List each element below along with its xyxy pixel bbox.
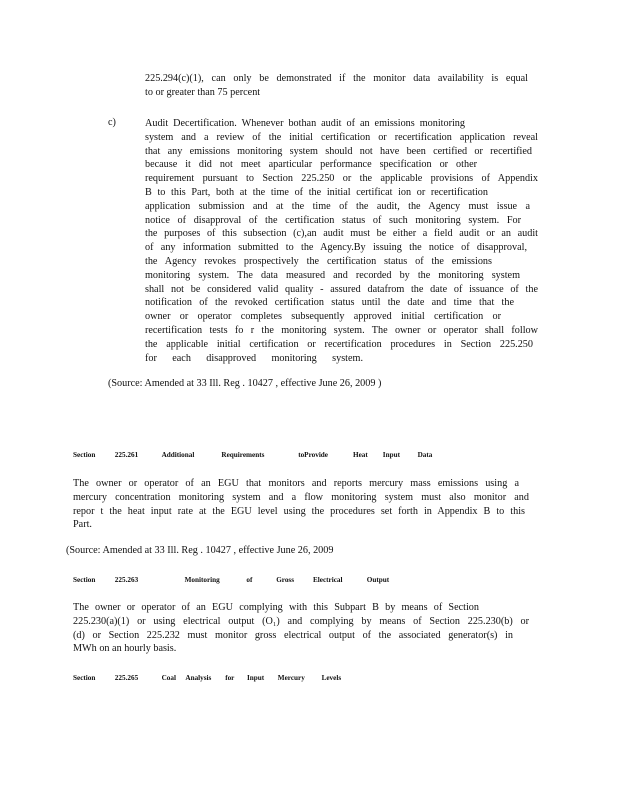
text-line: Audit Decertification. Whenever bothan audit of an emissions monitoring (145, 118, 465, 129)
source-note: (Source: Amended at 33 Ill. Reg . 10427 , effective June 26, 2009 (66, 545, 334, 556)
text-line: the purposes of this subsection (c),an audit must be either a field audit or an audit (145, 228, 538, 240)
text-line: 225.294(c)(1), can only be demonstrated if the monitor data availability is equal (145, 73, 528, 84)
text-line: the applicable initial certification or recertification procedures in Section 225.250 (145, 338, 533, 350)
item-c-paragraph (145, 117, 538, 365)
text-line: application submission and at the time of the audit, the Agency must issue a (145, 200, 530, 212)
text-line: (d) or Section 225.232 must monitor gross electrical output of the associated generator(s) in (73, 629, 513, 641)
text-line: mercury concentration monitoring system and a flow monitoring system must also monitor and (73, 491, 529, 503)
section-261-paragraph (73, 477, 529, 532)
text-line: because it did not meet aparticular performance specification or other (145, 159, 477, 171)
text-line: system and a review of the initial certification or recertification application reveal (145, 131, 538, 143)
text-line: The owner or operator of an EGU complying with this Subpart B by means of Section (73, 602, 479, 613)
text-line: repor t the heat input rate at the EGU level using the procedures set forth in Appendix B to this (73, 505, 525, 517)
item-c-label: c) (108, 117, 116, 128)
text-line: the Agency revokes prospectively the certification status of the emissions (145, 255, 492, 267)
text-line: MWh on an hourly basis. (73, 643, 177, 655)
text-line: recertification tests fo r the monitoring system. The owner or operator shall follow (145, 324, 538, 336)
section-heading-261: Section 225.261 Additional Requirements toProvide Heat Input Data (73, 451, 433, 459)
text-line: The owner or operator of an EGU that monitors and reports mercury mass emissions using a (73, 478, 519, 489)
text-line: owner or operator completes subsequently approved initial certification or (145, 311, 501, 323)
text-line: for each disapproved monitoring system. (145, 352, 363, 364)
text-line: Part. (73, 519, 92, 531)
text-line: notification of the revoked certification status until the date and time that the (145, 297, 514, 309)
section-263-paragraph (73, 601, 529, 656)
text-line: to or greater than 75 percent (145, 86, 261, 98)
text-line: 225.230(a)(1) or using electrical output (O₁) and complying by means of Section 225.230(b) or (73, 615, 529, 627)
text-line: notice of disapproval of the certification status of such monitoring system. For (145, 214, 521, 226)
text-line: requirement pursuant to Section 225.250 or the applicable provisions of Appendix (145, 173, 538, 185)
source-note: (Source: Amended at 33 Ill. Reg . 10427 , effective June 26, 2009 ) (108, 378, 382, 389)
text-line: that any emissions monitoring system should not have been certified or recertified (145, 145, 532, 157)
section-heading-265: Section 225.265 Coal Analysis for Input Mercury Levels (73, 674, 342, 682)
text-line: shall not be considered valid quality - assured datafrom the date of issuance of the (145, 283, 538, 295)
text-line: monitoring system. The data measured and recorded by the monitoring system (145, 269, 520, 281)
intro-paragraph (145, 72, 528, 100)
section-heading-263: Section 225.263 Monitoring of Gross Electrical Output (73, 576, 390, 584)
text-line: of any information submitted to the Agency.By issuing the notice of disapproval, (145, 242, 527, 254)
text-line: B to this Part, both at the time of the initial certificat ion or recertification (145, 186, 488, 198)
